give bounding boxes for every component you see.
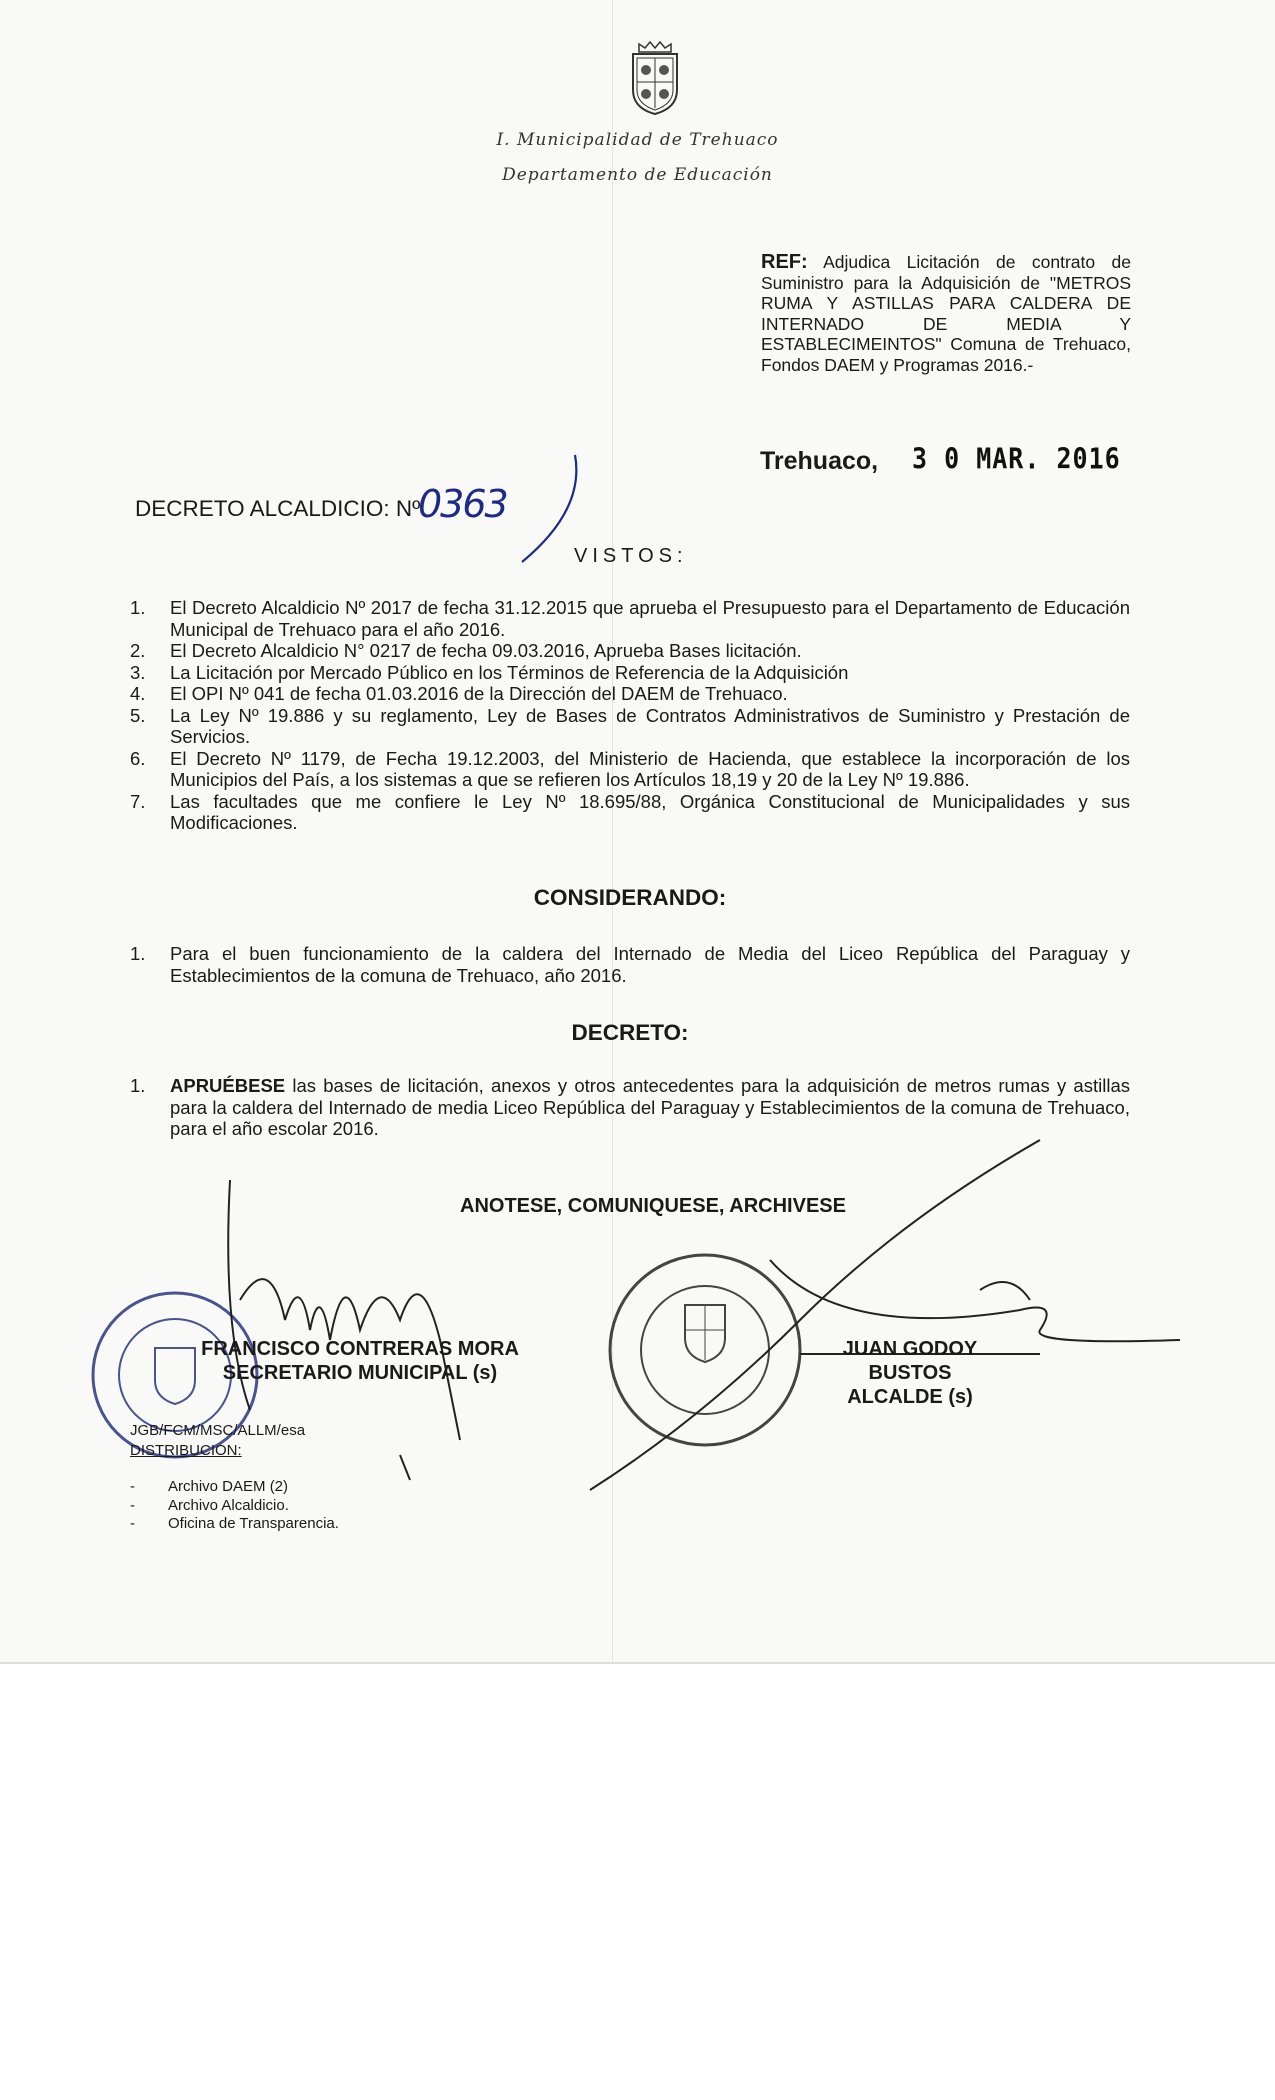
considerando-list (130, 943, 1130, 986)
mayor-name: JUAN GODOY BUSTOS (842, 1338, 978, 1384)
reference-label: REF: (761, 251, 808, 273)
place-label: Trehuaco, (760, 447, 879, 475)
mayor-stamp-icon (610, 1255, 800, 1445)
vistos-item (130, 662, 1130, 684)
decree-number-label: DECRETO ALCALDICIO: Nº (135, 496, 421, 521)
item-text: Para el buen funcionamiento de la caldera del Internado de Media del Liceo República del Paraguay y Establecimientos de la comuna de Trehuaco, año 2016. (170, 943, 1130, 986)
vistos-item (130, 705, 1130, 748)
decreto-heading: DECRETO: (571, 1020, 689, 1045)
distribution-heading: DISTRIBUCION: (130, 1442, 242, 1459)
secretary-signature-block (180, 1337, 540, 1385)
decreto-item (130, 1075, 1130, 1140)
vistos-item (130, 748, 1130, 791)
mayor-signature-block (800, 1337, 1020, 1409)
item-text: El Decreto Alcaldicio Nº 2017 de fecha 31.12.2015 que aprueba el Presupuesto para el Departamento de Educación Municipal de Trehuaco para el año 2016. (170, 597, 1130, 640)
date-stamp: 3 0 MAR. 2016 (912, 441, 1121, 476)
reference-initials: JGB/FCM/MSC/ALLM/esa (130, 1422, 306, 1439)
handwritten-decree-number: 0363 (418, 482, 507, 526)
vistos-item (130, 597, 1130, 640)
distribution-item: - Archivo Alcaldicio. (130, 1497, 339, 1516)
item-number: 7. (130, 790, 146, 812)
item-number: 3. (130, 661, 146, 683)
vistos-heading: VISTOS: (574, 545, 688, 567)
distribution-item: - Oficina de Transparencia. (130, 1515, 339, 1534)
item-text: El Decreto Nº 1179, de Fecha 19.12.2003, del Ministerio de Hacienda, que establece la incorporación de los Municipios del País, a los sistemas a que se refieren los Artículos 18,19 y 20 de la Ley Nº 19.886. (170, 747, 1130, 790)
distribution-list (130, 1478, 339, 1534)
vistos-item (130, 791, 1130, 834)
item-number: 6. (130, 747, 146, 769)
secretary-title: SECRETARIO MUNICIPAL (s) (222, 1362, 498, 1384)
closing-formula: ANOTESE, COMUNIQUESE, ARCHIVESE (460, 1195, 846, 1217)
vistos-item (130, 640, 1130, 662)
considerando-heading: CONSIDERANDO: (533, 885, 727, 910)
item-number: 1. (130, 1075, 146, 1096)
vistos-item (130, 683, 1130, 705)
item-text: La Licitación por Mercado Público en los Términos de Referencia de la Adquisición (170, 661, 849, 683)
item-text: las bases de licitación, anexos y otros antecedentes para la adquisición de metros rumas y astillas para la caldera del Internado de media Liceo República del Paraguay y Establecimientos de la comuna de Trehuaco, para el año escolar 2016. (170, 1075, 1130, 1139)
item-bold-lead: APRUÉBESE (170, 1075, 286, 1096)
mayor-title: ALCALDE (s) (847, 1386, 973, 1408)
item-number: 4. (130, 683, 146, 704)
reference-text: Adjudica Licitación de contrato de Suministro para la Adquisición de "METROS RUMA Y ASTILLAS PARA CALDERA DE INTERNADO DE MEDIA Y ESTABLECIMEINTOS" Comuna de Trehuaco, Fondos DAEM y Programas 2016.- (761, 252, 1131, 375)
municipal-crest-icon (625, 40, 685, 118)
item-text: El OPI Nº 041 de fecha 01.03.2016 de la Dirección del DAEM de Trehuaco. (170, 683, 788, 704)
item-number: 1. (130, 597, 146, 618)
item-text: El Decreto Alcaldicio N° 0217 de fecha 09.03.2016, Aprueba Bases licitación. (170, 640, 802, 661)
secretary-name: FRANCISCO CONTRERAS MORA (201, 1338, 519, 1360)
vistos-list (130, 597, 1130, 834)
item-number: 2. (130, 640, 146, 661)
decreto-list (130, 1075, 1130, 1140)
item-text: Las facultades que me confiere le Ley Nº 18.695/88, Orgánica Constitucional de Municipalidades y sus Modificaciones. (170, 790, 1130, 833)
distribution-item: - Archivo DAEM (2) (130, 1478, 339, 1497)
item-text: La Ley Nº 19.886 y su reglamento, Ley de Bases de Contratos Administrativos de Suministro y Prestación de Servicios. (170, 704, 1130, 747)
item-number: 5. (130, 704, 146, 726)
item-number: 1. (130, 943, 146, 964)
considerando-item (130, 943, 1130, 986)
letterhead-department: Departamento de Educación (502, 165, 773, 185)
letterhead-municipality: I. Municipalidad de Trehuaco (496, 130, 779, 150)
reference-block (761, 252, 1131, 375)
